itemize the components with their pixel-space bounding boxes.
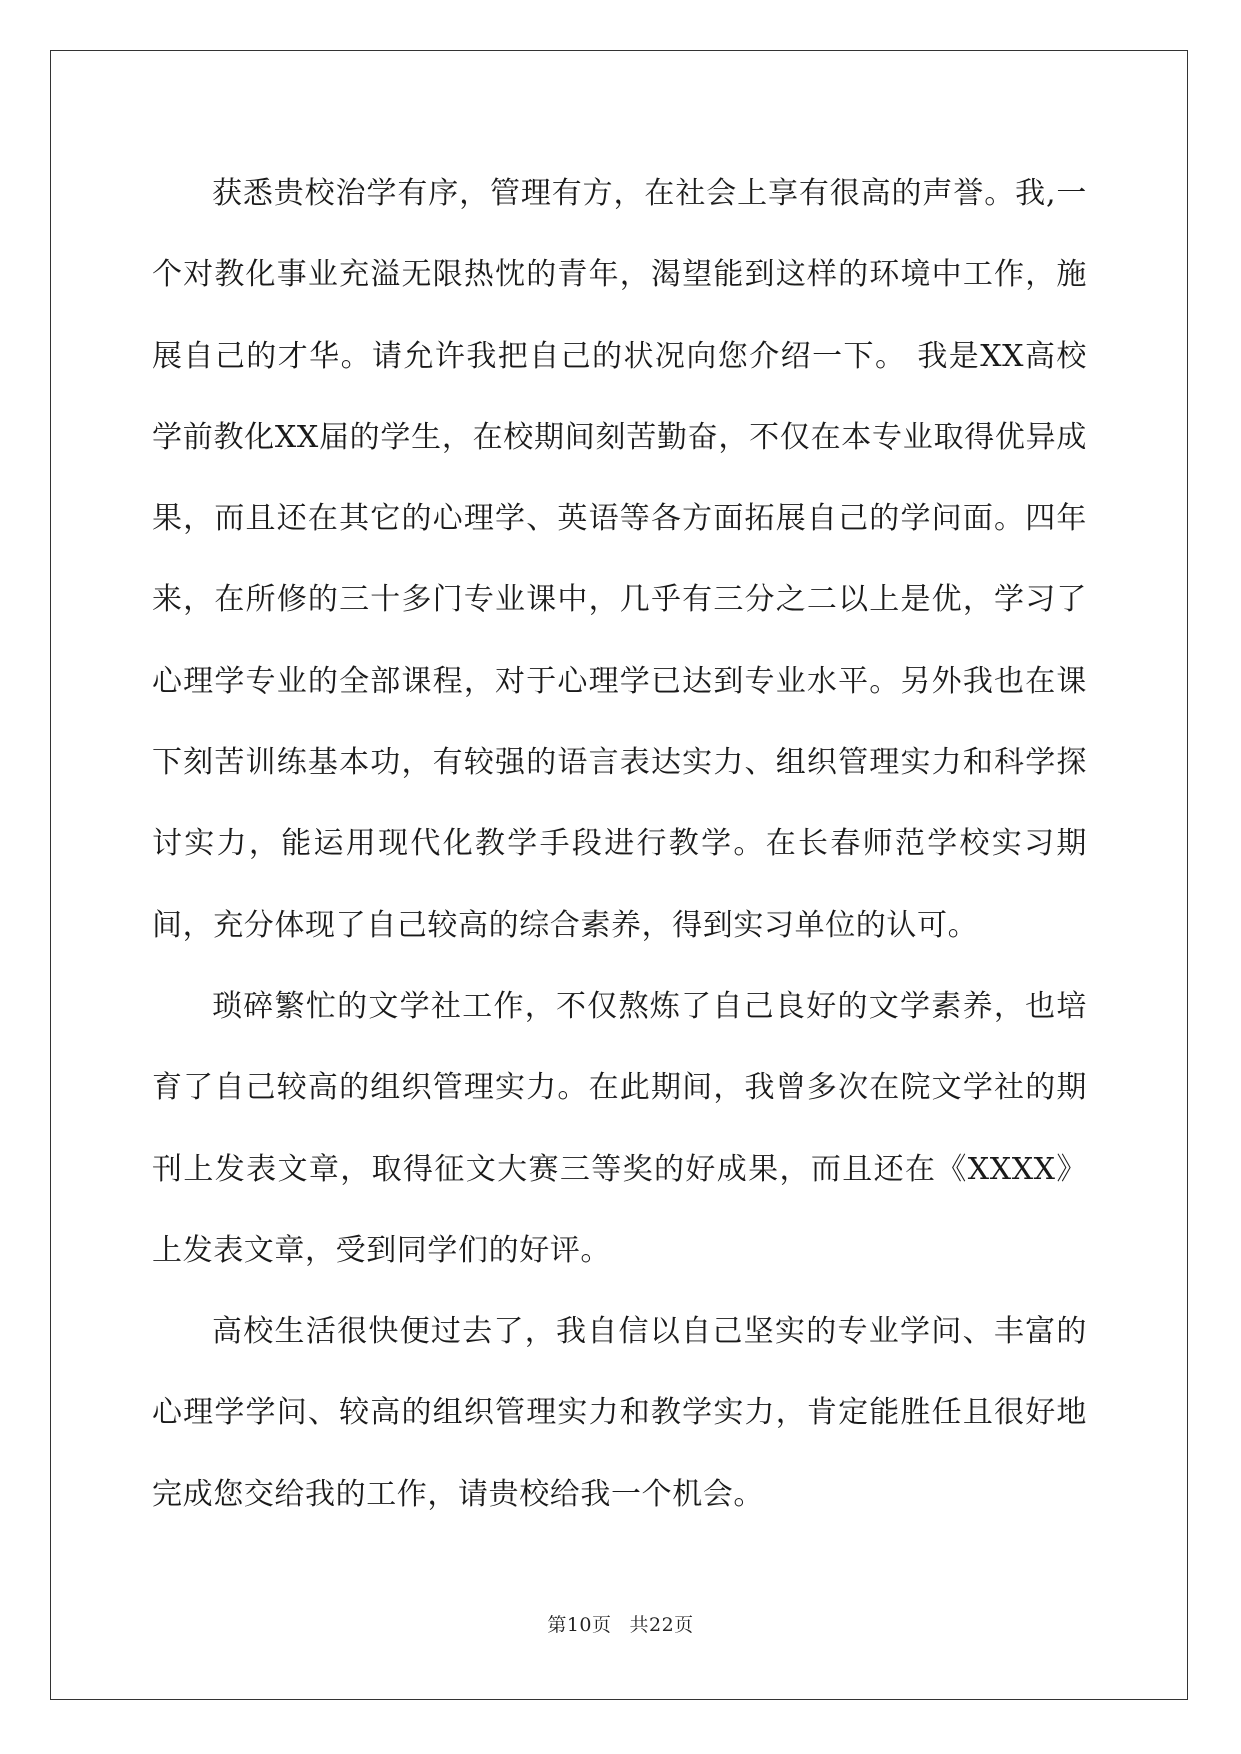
paragraph-1: 获悉贵校治学有序，管理有方，在社会上享有很高的声誉。我,一个对教化事业充溢无限热忱的青年，渴望能到这样的环境中工作，施展自己的才华。请允许我把自己的状况向您介绍一下。 我是XX高校学前教化XX届的学生，在校期间刻苦勤奋，不仅在本专业取得优异成果，而且还在其它的心理学、英语等各方面拓展自己的学问面。四年来，在所修的三十多门专业课中，几乎有三分之二以上是优，学习了心理学专业的全部课程，对于心理学已达到专业水平。另外我也在课下刻苦训练基本功，有较强的语言表达实力、组织管理实力和科学探讨实力，能运用现代化教学手段进行教学。在长春师范学校实习期间，充分体现了自己较高的综合素养，得到实习单位的认可。 xyxy=(152,176,1087,943)
page-total: 共22页 xyxy=(629,1614,694,1636)
paragraph-2: 琐碎繁忙的文学社工作，不仅熬炼了自己良好的文学素养，也培育了自己较高的组织管理实力。在此期间，我曾多次在院文学社的期刊上发表文章，取得征文大赛三等奖的好成果，而且还在《XXXX》上发表文章，受到同学们的好评。 xyxy=(152,988,1087,1268)
page-number: 第10页 xyxy=(547,1614,612,1636)
page-footer xyxy=(0,1610,1241,1637)
document-body xyxy=(152,153,1087,1535)
paragraph-3: 高校生活很快便过去了，我自信以自己坚实的专业学问、丰富的心理学学问、较高的组织管理实力和教学实力，肯定能胜任且很好地完成您交给我的工作，请贵校给我一个机会。 xyxy=(152,1314,1087,1512)
